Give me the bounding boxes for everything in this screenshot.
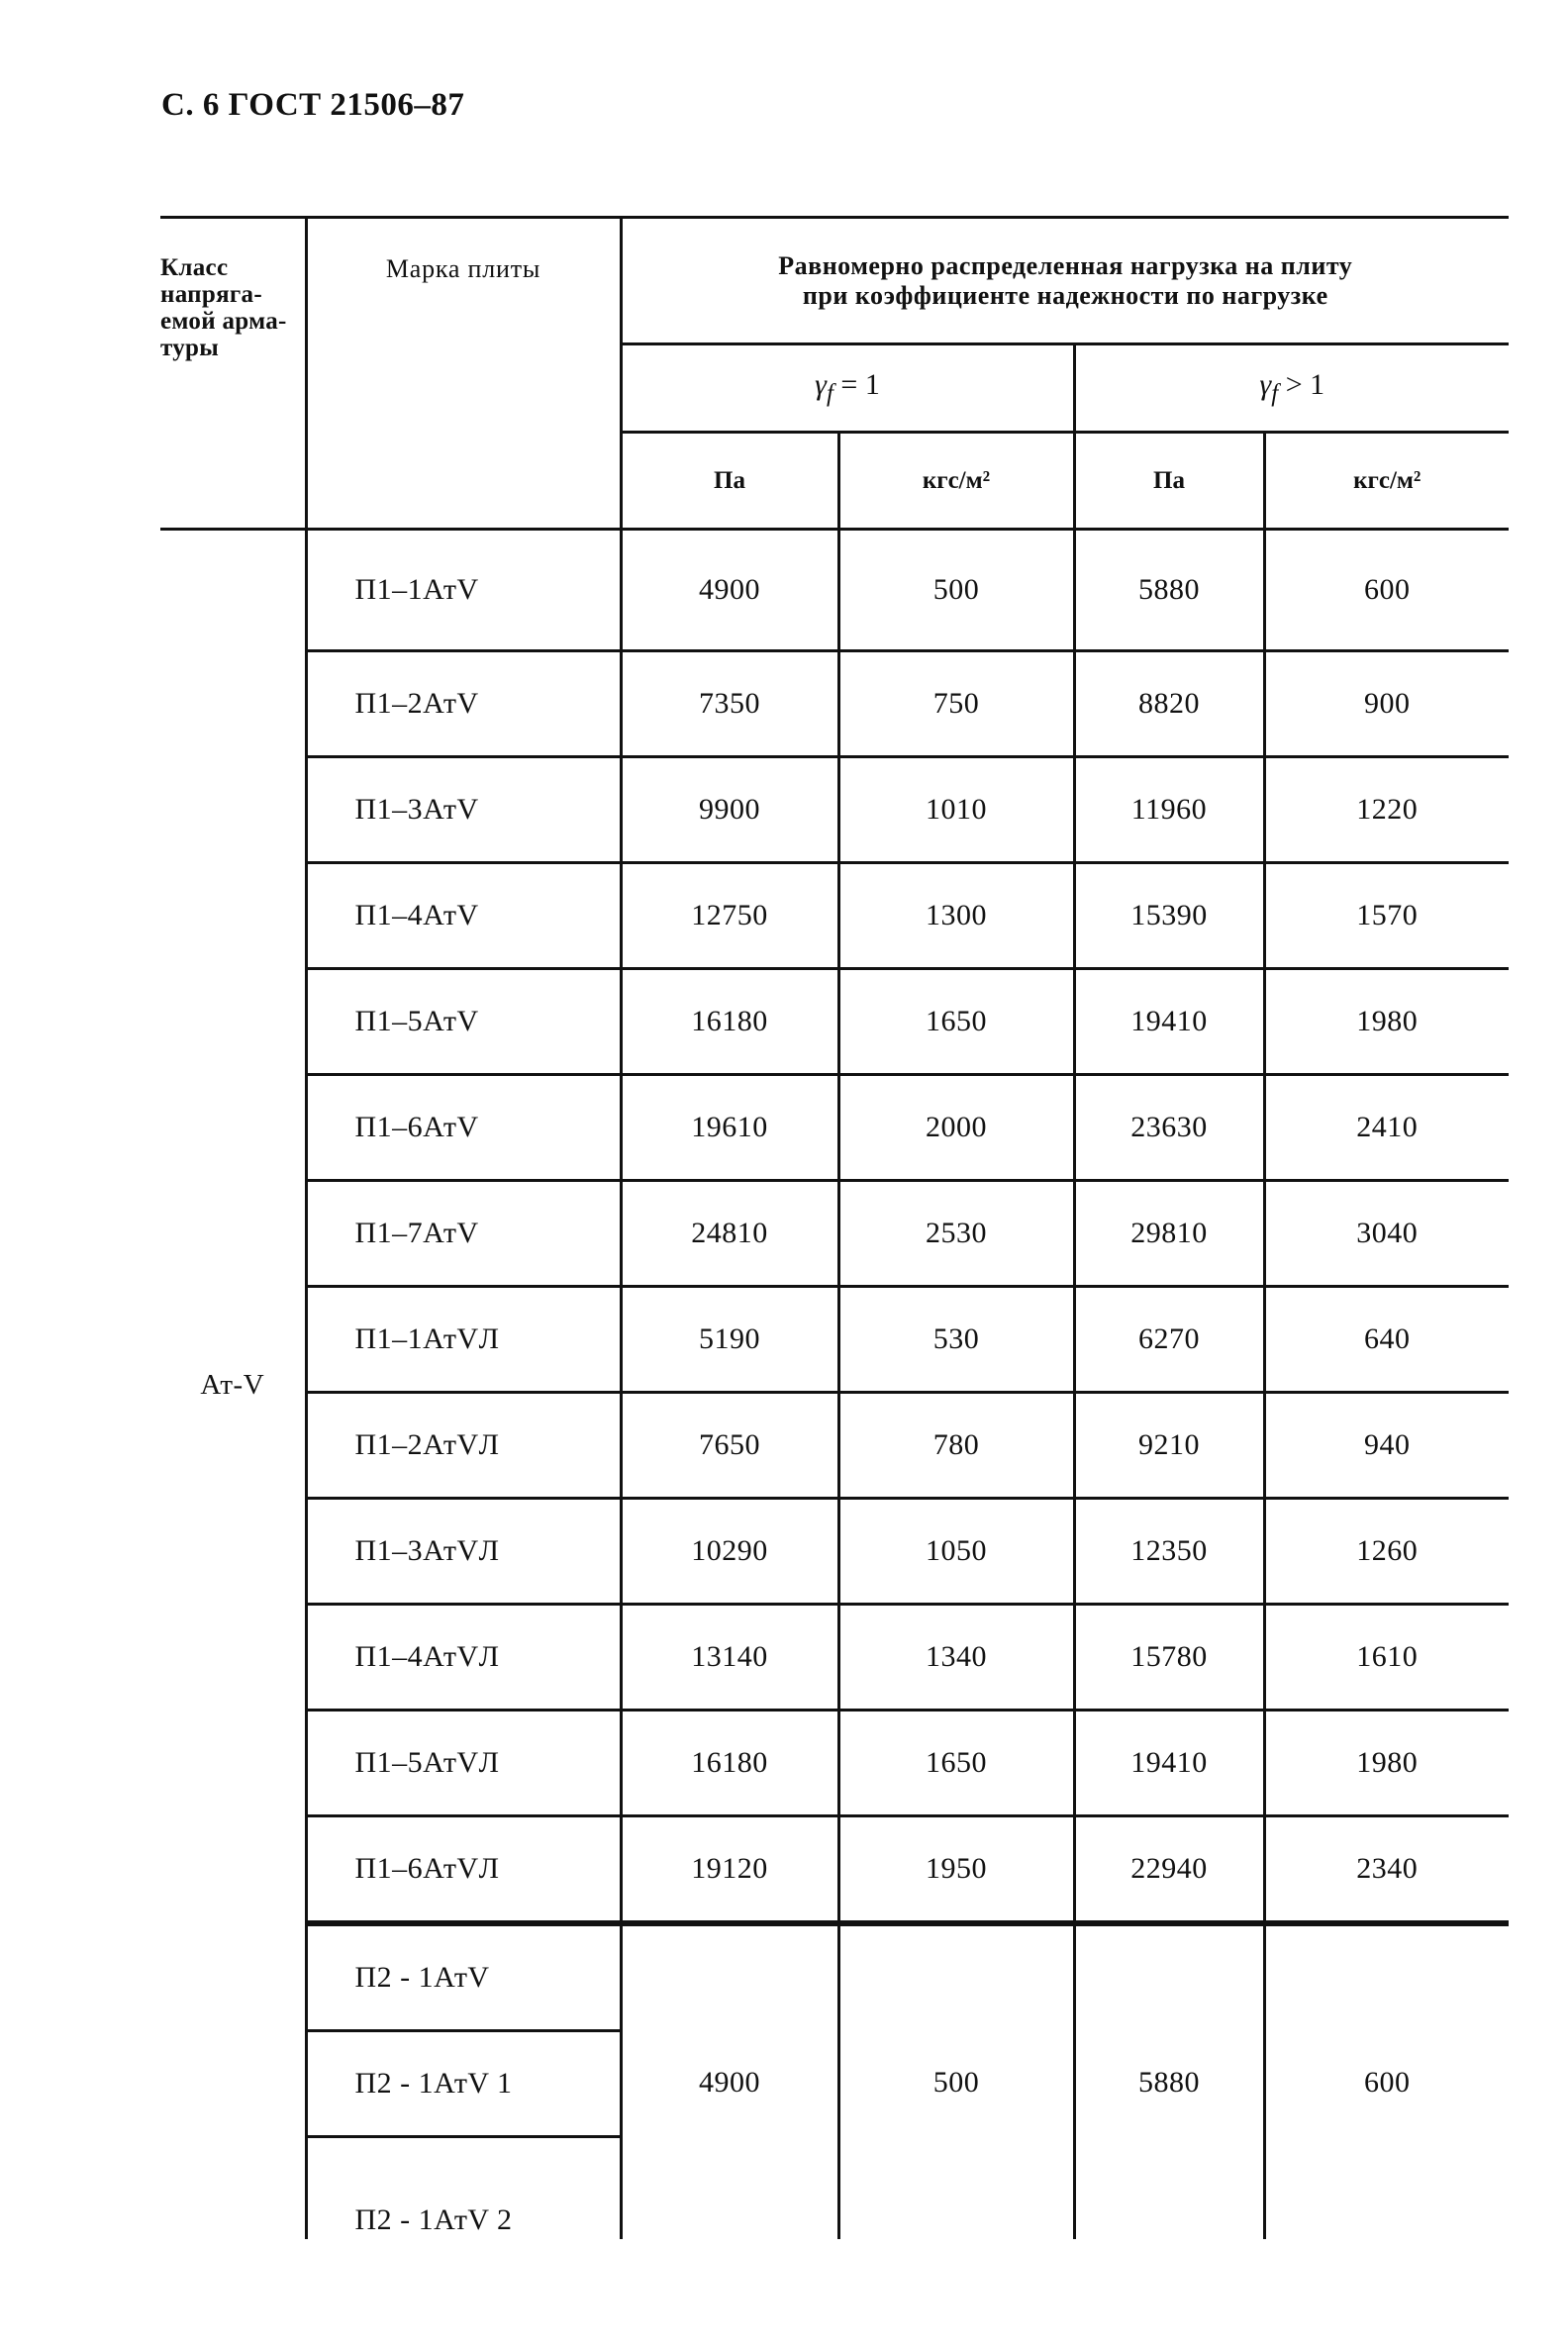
value-cell: 4900 [621,1923,838,2239]
value-cell: 1650 [838,969,1074,1075]
value-cell: 11960 [1074,757,1264,863]
value-cell: 1980 [1264,969,1509,1075]
value-cell: 3040 [1264,1181,1509,1287]
value-cell: 900 [1264,651,1509,757]
table-row [160,757,1509,863]
value-cell: 500 [838,530,1074,651]
value-cell: 7350 [621,651,838,757]
table-row [160,1075,1509,1181]
value-cell: 23630 [1074,1075,1264,1181]
page-header: С. 6 ГОСТ 21506–87 [161,87,465,123]
value-cell: 500 [838,1923,1074,2239]
value-cell: 600 [1264,530,1509,651]
header-reinforcement-class: Класс напряга- емой арма- туры [160,218,306,530]
slab-mark-cell: П2 - 1АтV [306,1923,621,2031]
value-cell: 9900 [621,757,838,863]
table-row [160,651,1509,757]
value-cell: 15780 [1074,1605,1264,1711]
value-cell: 1570 [1264,863,1509,969]
slab-mark-cell: П1–1АтVЛ [306,1287,621,1393]
slab-mark-cell: П1–3АтV [306,757,621,863]
value-cell: 9210 [1074,1393,1264,1499]
table-row [160,1499,1509,1605]
value-cell: 750 [838,651,1074,757]
reinforcement-class-cell: Ат-V [200,1368,265,1401]
value-cell: 13140 [621,1605,838,1711]
value-cell: 1260 [1264,1499,1509,1605]
table-row [160,1393,1509,1499]
value-cell: 29810 [1074,1181,1264,1287]
value-cell: 640 [1264,1287,1509,1393]
value-cell: 5880 [1074,530,1264,651]
header-distributed-load [621,218,1509,344]
table-row [160,1816,1509,1924]
slab-mark-cell: П1–4АтV [306,863,621,969]
slab-mark-cell: П1–5АтVЛ [306,1711,621,1816]
value-cell: 12350 [1074,1499,1264,1605]
value-cell: 2410 [1264,1075,1509,1181]
value-cell: 24810 [621,1181,838,1287]
value-cell: 1050 [838,1499,1074,1605]
header-load-line1: Равномерно распределенная нагрузка на плиту [778,250,1353,280]
table-row [160,1923,1509,2031]
header-unit-pa-2: Па [1074,433,1264,530]
table-row [160,530,1509,651]
value-cell: 22940 [1074,1816,1264,1924]
slab-mark-cell: П1–6АтVЛ [306,1816,621,1924]
value-cell: 8820 [1074,651,1264,757]
value-cell: 1650 [838,1711,1074,1816]
header-unit-kgs-1: кгс/м² [838,433,1074,530]
value-cell: 530 [838,1287,1074,1393]
value-cell: 7650 [621,1393,838,1499]
value-cell: 4900 [621,530,838,651]
value-cell: 19410 [1074,969,1264,1075]
value-cell: 19410 [1074,1711,1264,1816]
value-cell: 10290 [621,1499,838,1605]
table-row [160,969,1509,1075]
load-table [160,216,1509,2239]
value-cell: 19120 [621,1816,838,1924]
slab-mark-cell: П1–2АтVЛ [306,1393,621,1499]
table-row [160,863,1509,969]
value-cell: 5190 [621,1287,838,1393]
value-cell: 940 [1264,1393,1509,1499]
slab-mark-cell: П1–7АтV [306,1181,621,1287]
value-cell: 1340 [838,1605,1074,1711]
value-cell: 1010 [838,757,1074,863]
slab-mark-cell: П1–2АтV [306,651,621,757]
value-cell: 6270 [1074,1287,1264,1393]
value-cell: 16180 [621,1711,838,1816]
value-cell: 2340 [1264,1816,1509,1924]
table-row [160,1181,1509,1287]
value-cell: 600 [1264,1923,1509,2239]
header-gamma-eq-1: $\gamma_f = 1$ [621,344,1074,433]
table-row [160,1287,1509,1393]
value-cell: 1980 [1264,1711,1509,1816]
table-row [160,1711,1509,1816]
value-cell: 12750 [621,863,838,969]
header-slab-mark: Марка плиты [306,218,621,530]
value-cell: 2530 [838,1181,1074,1287]
slab-mark-cell: П2 - 1АтV 1 [306,2031,621,2137]
value-cell: 1950 [838,1816,1074,1924]
header-load-line2: при коэффициенте надежности по нагрузке [802,280,1328,310]
value-cell: 5880 [1074,1923,1264,2239]
slab-mark-cell: П1–4АтVЛ [306,1605,621,1711]
value-cell: 16180 [621,969,838,1075]
value-cell: 1300 [838,863,1074,969]
value-cell: 2000 [838,1075,1074,1181]
slab-mark-cell: П1–1АтV [306,530,621,651]
slab-mark-cell: П1–6АтV [306,1075,621,1181]
load-table-container [160,216,1509,2239]
slab-mark-cell: П1–5АтV [306,969,621,1075]
header-unit-kgs-2: кгс/м² [1264,433,1509,530]
slab-mark-cell: П1–3АтVЛ [306,1499,621,1605]
header-gamma-gt-1: $\gamma_f > 1$ [1074,344,1509,433]
header-unit-pa-1: Па [621,433,838,530]
table-row [160,1605,1509,1711]
value-cell: 780 [838,1393,1074,1499]
value-cell: 19610 [621,1075,838,1181]
value-cell: 1220 [1264,757,1509,863]
value-cell: 1610 [1264,1605,1509,1711]
slab-mark-cell: П2 - 1АтV 2 [306,2137,621,2240]
value-cell: 15390 [1074,863,1264,969]
